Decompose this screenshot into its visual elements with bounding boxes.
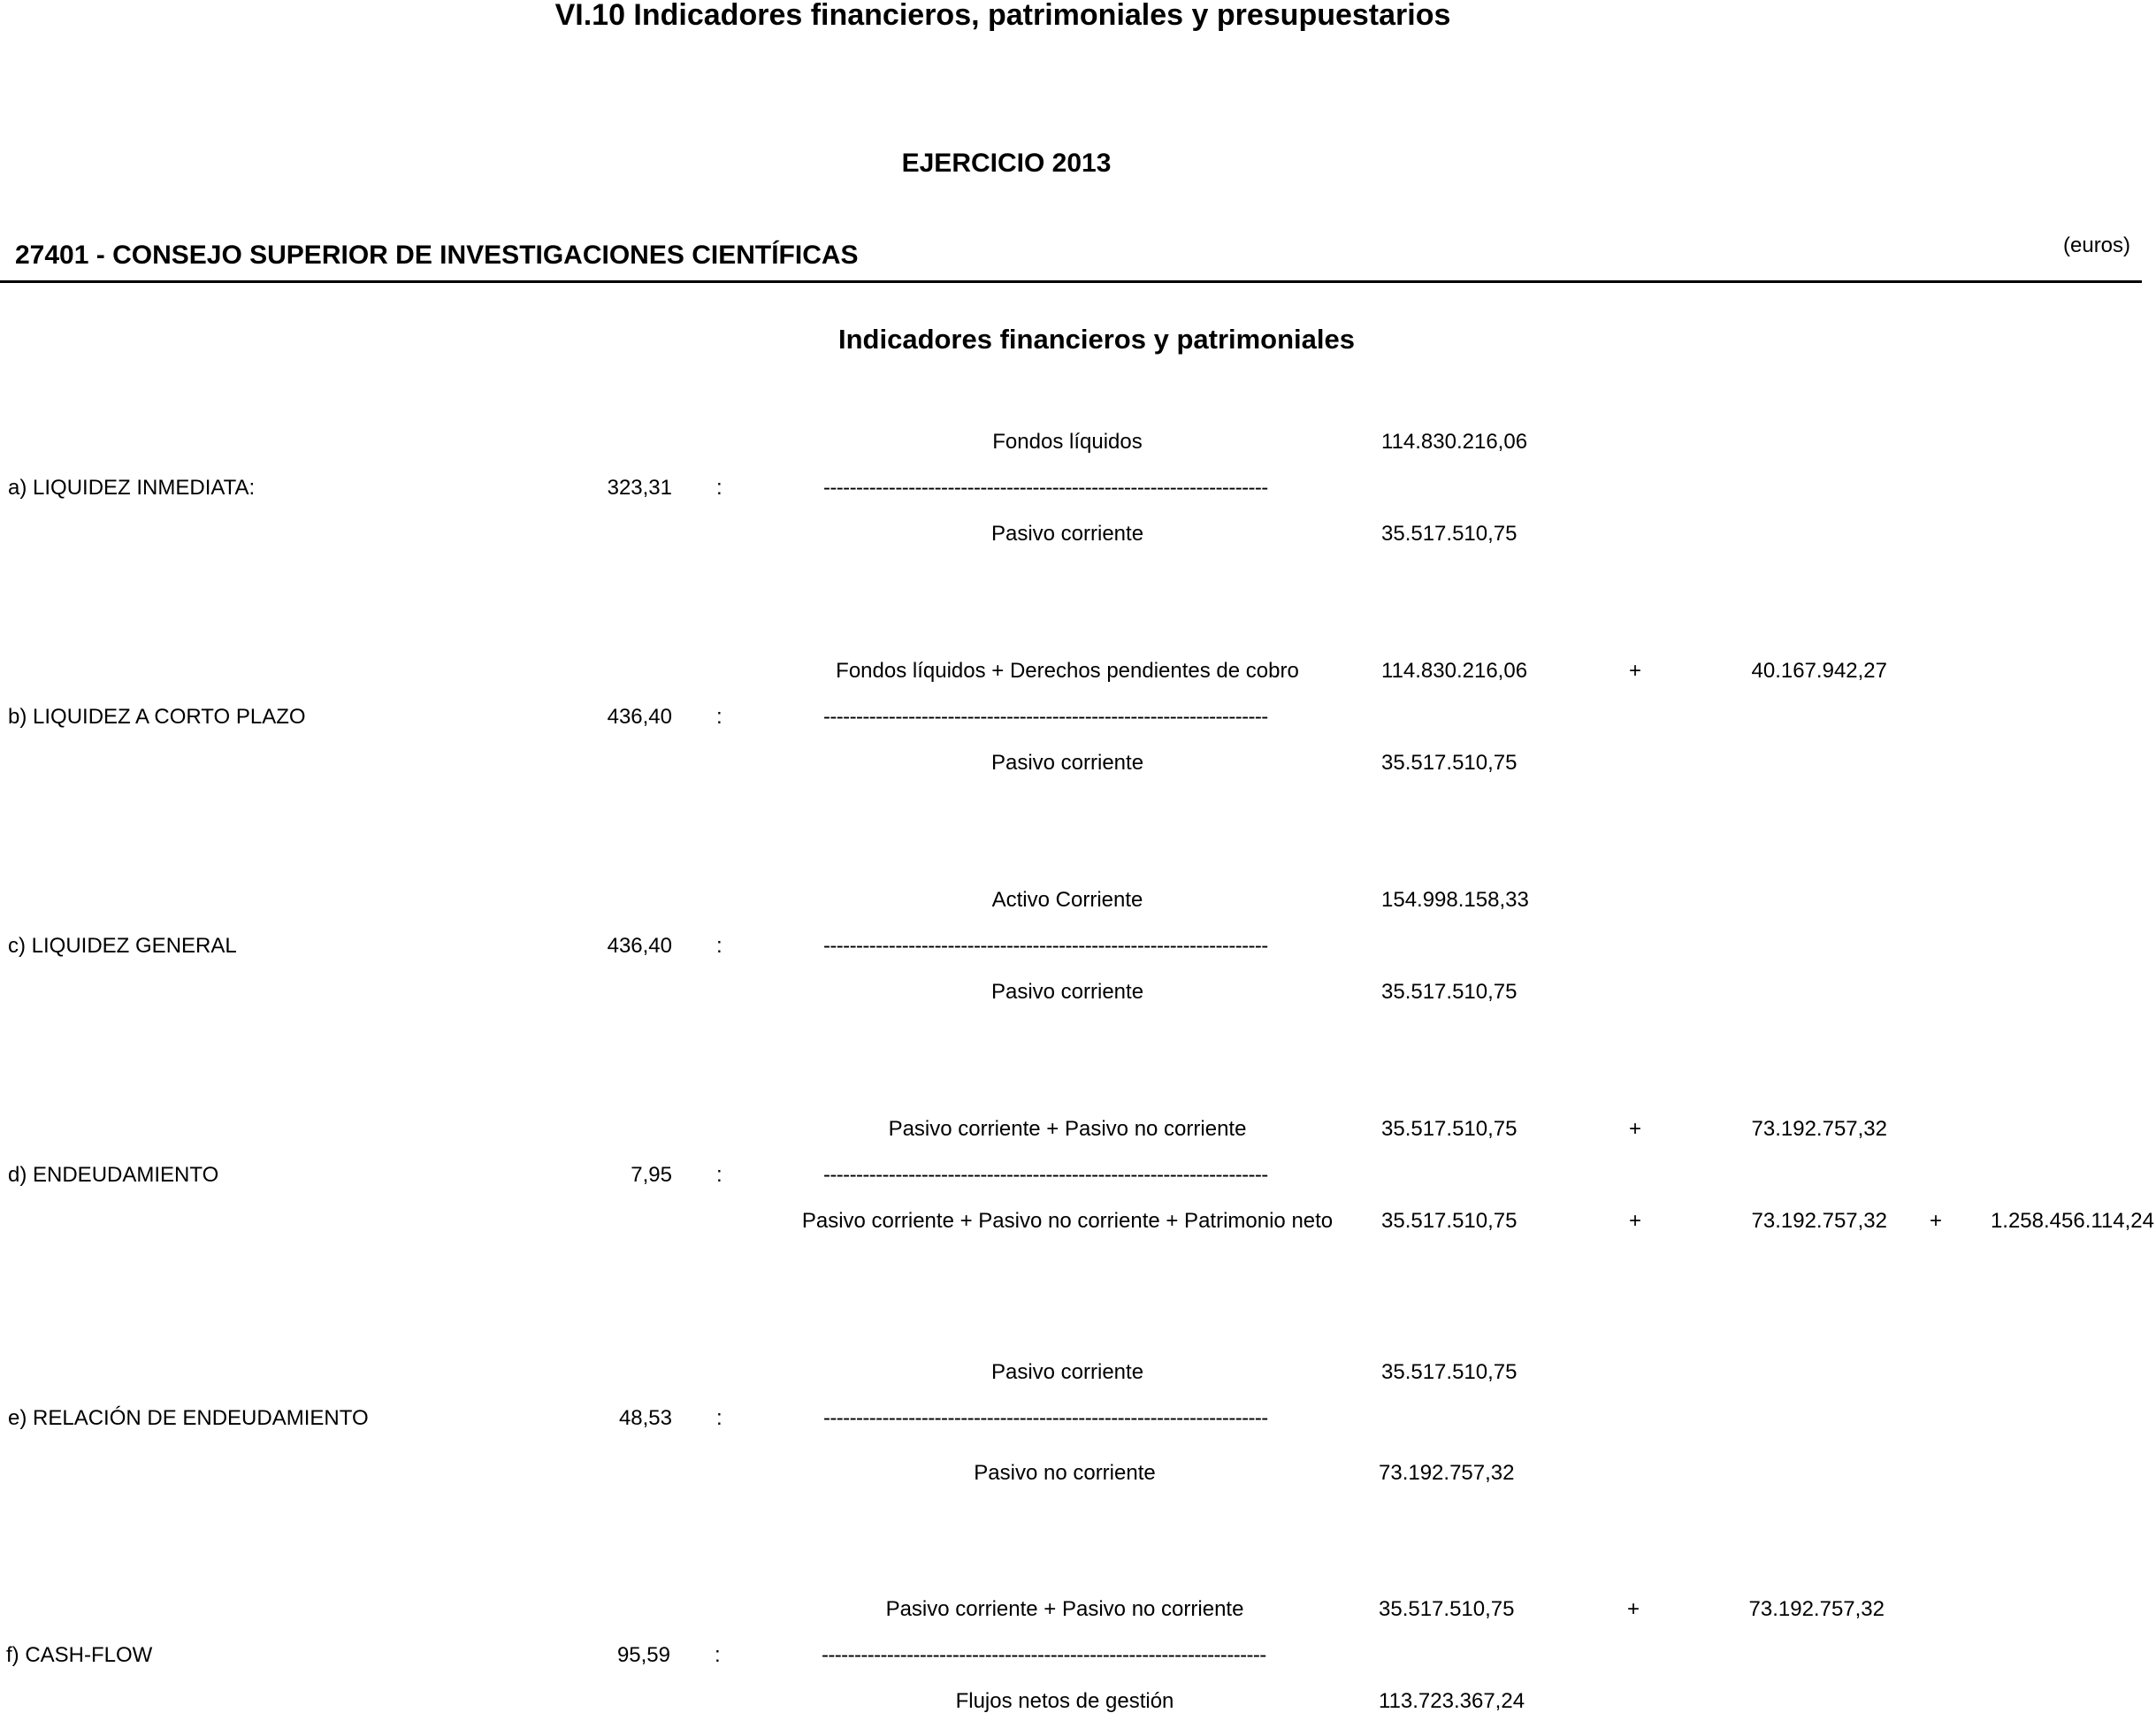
denominator-value: 35.517.510,75 [1381,980,1518,1004]
plus-sign: + [1628,1117,1642,1141]
separator-colon: : [716,1406,722,1430]
fiscal-year-heading: EJERCICIO 2013 [901,149,1112,178]
denominator-label: Pasivo corriente [990,522,1144,546]
numerator-value: 114.830.216,06 [1381,659,1528,683]
fraction-line: -------------------------------------------------------------------- [823,1408,1268,1429]
fraction-line: -------------------------------------------------------------------- [823,1165,1268,1186]
denominator-label: Pasivo no corriente [974,1461,1156,1485]
fraction-line: -------------------------------------------------------------------- [823,936,1268,957]
indicator-name: b) LIQUIDEZ A CORTO PLAZO [8,705,306,729]
numerator-value: 154.998.158,33 [1381,888,1529,912]
denominator-value: 113.723.367,24 [1379,1689,1525,1713]
numerator-value: 35.517.510,75 [1381,1117,1518,1141]
section-title: Indicadores financieros y patrimoniales [837,324,1356,355]
separator-colon: : [716,705,722,729]
indicator-value: 48,53 [618,1406,672,1430]
plus-sign: + [1628,659,1642,683]
numerator-value: 114.830.216,06 [1381,430,1528,454]
plus-sign: + [1929,1209,1943,1233]
numerator-value: 35.517.510,75 [1381,1360,1518,1384]
numerator-value: 73.192.757,32 [1748,1597,1885,1621]
denominator-label: Pasivo corriente [990,980,1144,1004]
denominator-value: 73.192.757,32 [1751,1209,1887,1233]
indicator-name: e) RELACIÓN DE ENDEUDAMIENTO [8,1406,369,1430]
indicator-value: 436,40 [607,705,672,729]
fraction-line: -------------------------------------------------------------------- [823,707,1268,728]
indicator-name: f) CASH-FLOW [6,1643,153,1667]
separator-colon: : [716,476,722,500]
separator-colon: : [716,1163,722,1187]
indicator-value: 323,31 [607,476,672,500]
fraction-line: -------------------------------------------------------------------- [822,1645,1266,1666]
separator-colon: : [715,1643,721,1667]
indicator-name: a) LIQUIDEZ INMEDIATA: [8,476,256,500]
numerator-value: 73.192.757,32 [1751,1117,1887,1141]
denominator-value: 35.517.510,75 [1381,1209,1518,1233]
indicator-name: c) LIQUIDEZ GENERAL [8,934,237,958]
separator-colon: : [716,934,722,958]
numerator-value: 40.167.942,27 [1751,659,1887,683]
denominator-value: 35.517.510,75 [1381,751,1518,775]
denominator-value: 1.258.456.114,24 [1990,1209,2154,1233]
numerator-value: 35.517.510,75 [1379,1597,1515,1621]
indicator-name: d) ENDEUDAMIENTO [8,1163,219,1187]
denominator-label: Pasivo corriente + Pasivo no corriente + Patrimonio neto [801,1209,1334,1233]
plus-sign: + [1626,1597,1640,1621]
denominator-label: Pasivo corriente [990,751,1144,775]
indicator-value: 95,59 [616,1643,670,1667]
denominator-value: 73.192.757,32 [1379,1461,1515,1485]
currency-unit-label: (euros) [2063,233,2131,257]
numerator-label: Pasivo corriente + Pasivo no corriente [888,1117,1247,1141]
indicator-value: 436,40 [607,934,672,958]
numerator-label: Activo Corriente [991,888,1143,912]
numerator-label: Pasivo corriente [990,1360,1144,1384]
denominator-label: Flujos netos de gestión [955,1689,1174,1713]
page-title: VI.10 Indicadores financieros, patrimoniales y presupuestarios [554,0,1451,32]
numerator-label: Fondos líquidos + Derechos pendientes de cobro [836,659,1299,683]
numerator-label: Fondos líquidos [992,430,1143,454]
header-divider [0,280,2142,283]
entity-heading: 27401 - CONSEJO SUPERIOR DE INVESTIGACIONES CIENTÍFICAS [15,241,859,270]
indicator-value: 7,95 [631,1163,672,1187]
fraction-line: -------------------------------------------------------------------- [823,478,1268,499]
plus-sign: + [1628,1209,1642,1233]
numerator-label: Pasivo corriente + Pasivo no corriente [885,1597,1244,1621]
denominator-value: 35.517.510,75 [1381,522,1518,546]
